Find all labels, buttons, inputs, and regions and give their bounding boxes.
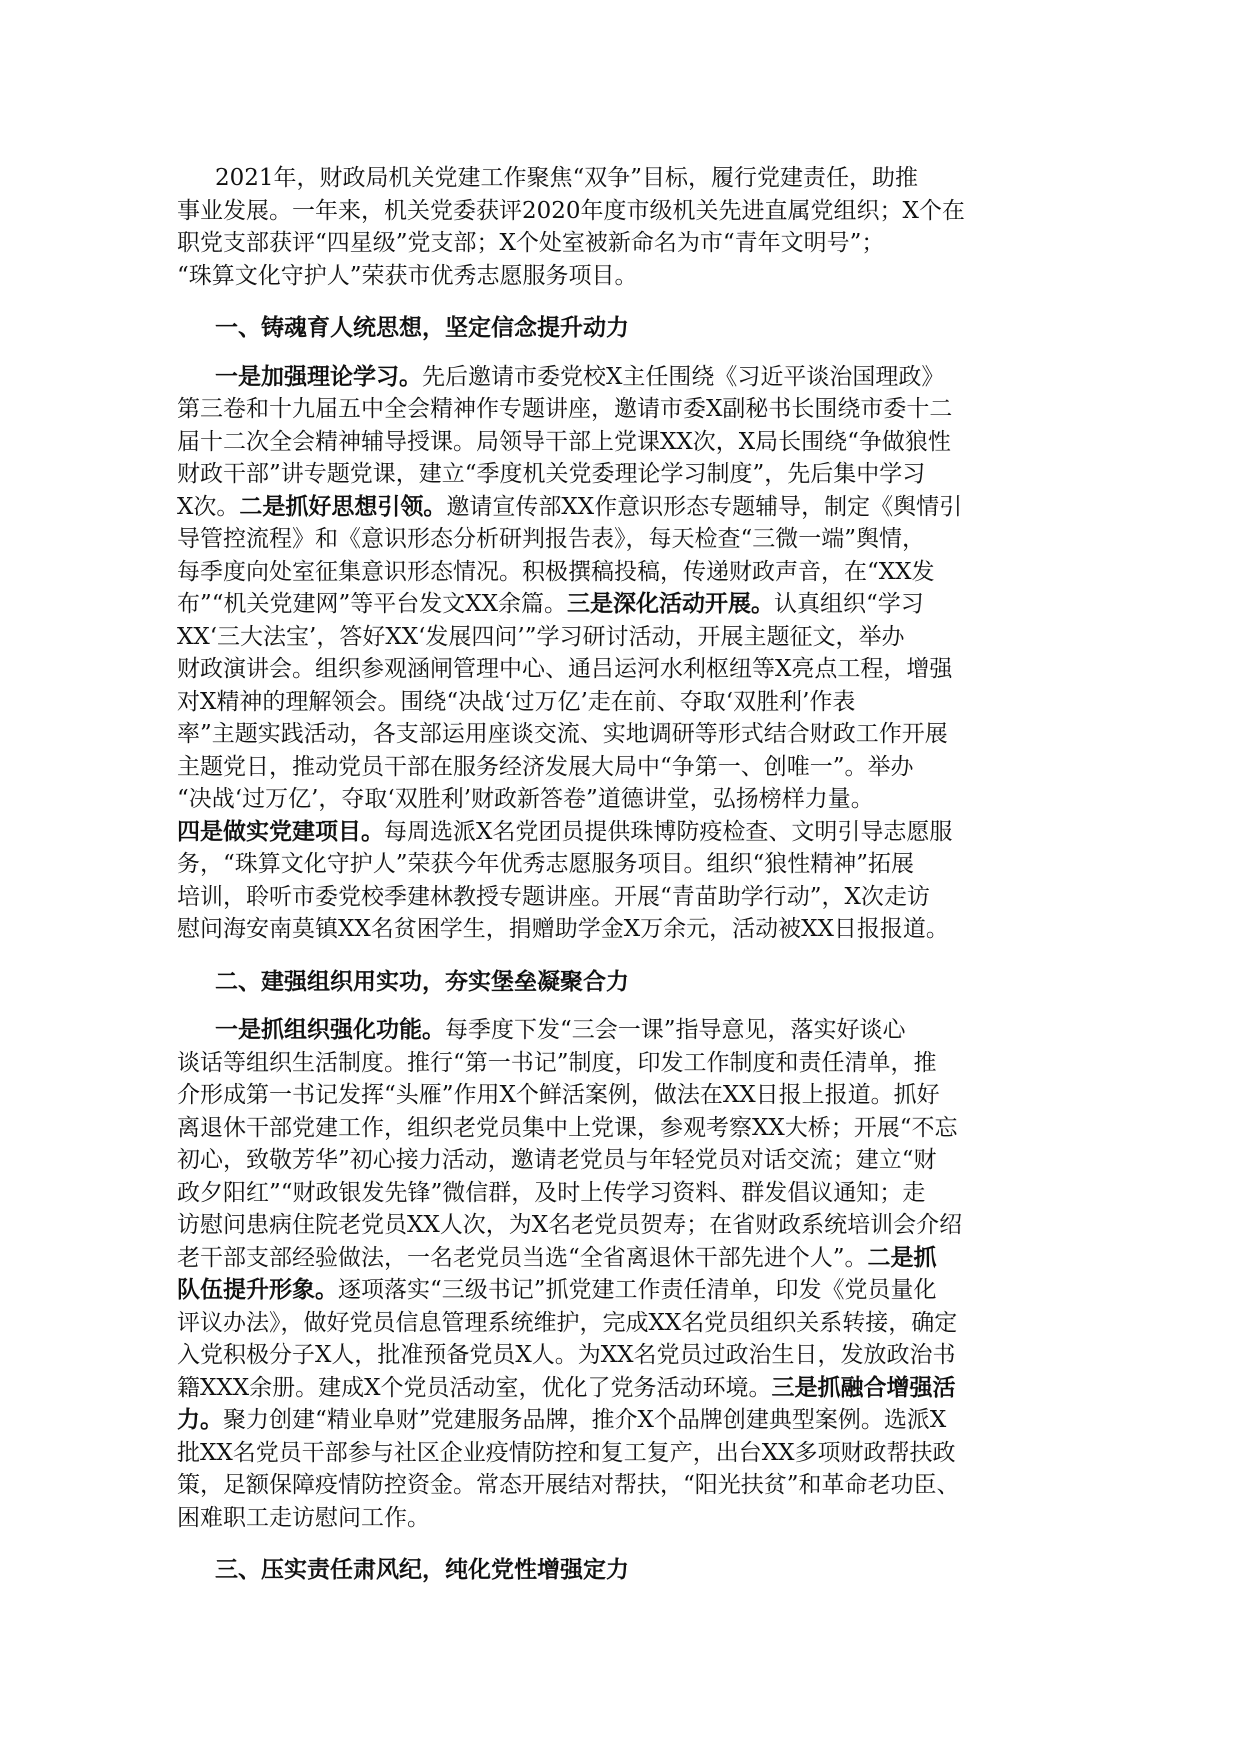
text-run: 初心，致敬芳华”初心接力活动，邀请老党员与年轻党员对话交流；建立“财	[177, 1147, 937, 1173]
text-run: 第三卷和十九届五中全会精神作专题讲座，邀请市委X副秘书长围绕市委十二	[177, 396, 953, 422]
text-line	[177, 653, 1062, 686]
text-run: 财政演讲会。组织参观涵闸管理中心、通吕运河水利枢纽等X亮点工程，增强	[177, 656, 953, 682]
text-line	[177, 751, 1062, 784]
text-line	[177, 848, 1062, 881]
text-line	[177, 1404, 1062, 1437]
bold-lead-phrase: 队伍提升形象。	[177, 1276, 338, 1303]
text-run: 对X精神的理解领会。围绕“决战‘过万亿’走在前、夺取‘双胜利’作表	[177, 688, 856, 715]
text-line	[177, 1209, 1062, 1242]
text-line	[177, 195, 1062, 228]
text-line	[177, 523, 1062, 556]
text-line	[177, 1177, 1062, 1210]
text-line	[177, 1274, 1062, 1307]
text-line	[177, 783, 1062, 816]
section-heading: 二、建强组织用实功，夯实堡垒凝聚合力	[215, 967, 629, 995]
bold-lead-phrase: 四是做实党建项目。	[177, 817, 384, 845]
text-run: 事业发展。一年来，机关党委获评2020年度市级机关先进直属党组织；X个在	[177, 197, 965, 224]
text-run: 介形成第一书记发挥“头雁”作用X个鲜活案例，做法在XX日报上报道。抓好	[177, 1082, 940, 1108]
text-line	[177, 1437, 1062, 1470]
text-run: XX‘三大法宝’，答好XX‘发展四问’”学习研讨活动，开展主题征文，举办	[177, 623, 905, 650]
bold-lead-phrase: 力。	[177, 1406, 223, 1433]
text-line	[177, 1372, 1062, 1405]
section-heading: 三、压实责任肃风纪，纯化党性增强定力	[215, 1556, 629, 1583]
bold-lead-phrase: 三是抓融合增强活	[771, 1373, 956, 1401]
text-run: 邀请宣传部XX作意识形态专题辅导，制定《舆情引	[446, 493, 963, 520]
bold-lead-phrase: 二是抓	[867, 1243, 937, 1271]
text-run: 务，“珠算文化守护人”荣获今年优秀志愿服务项目。组织“狼性精神”拓展	[177, 851, 915, 877]
bold-lead-phrase: 一是抓组织强化功能。	[215, 1016, 445, 1043]
text-run: 认真组织“学习	[774, 591, 924, 617]
text-line	[177, 458, 1062, 491]
text-run: 每季度下发“三会一课”指导意见，落实好谈心	[445, 1017, 906, 1043]
section-heading: 一、铸魂育人统思想，坚定信念提升动力	[215, 314, 629, 341]
text-line	[177, 718, 1062, 751]
text-run: 每周选派X名党团员提供珠博防疫检查、文明引导志愿服	[384, 818, 953, 845]
text-line	[177, 1079, 1062, 1112]
text-run: X次。	[177, 493, 240, 520]
text-line	[177, 913, 1062, 946]
text-line	[177, 1242, 1062, 1275]
text-run: 财政干部”讲专题党课，建立“季度机关党委理论学习制度”，先后集中学习	[177, 461, 926, 487]
text-run: 主题党日，推动党员干部在服务经济发展大局中“争第一、创唯一”。举办	[177, 753, 914, 780]
document-page	[177, 162, 1062, 1603]
paragraph	[177, 1014, 1062, 1534]
text-run: 职党支部获评“四星级”党支部；X个处室被新命名为市“青年文明号”；	[177, 230, 885, 256]
text-run: 布”“机关党建网”等平台发文XX余篇。	[177, 591, 568, 617]
text-line	[177, 260, 1062, 293]
text-run: 聚力创建“精业阜财”党建服务品牌，推介X个品牌创建典型案例。选派X	[223, 1407, 947, 1433]
bold-lead-phrase: 一是加强理论学习。	[215, 362, 422, 390]
text-line	[177, 816, 1062, 849]
paragraph	[177, 361, 1062, 946]
text-run: 籍XXX余册。建成X个党员活动室，优化了党务活动环境。	[177, 1374, 772, 1401]
text-line	[177, 227, 1062, 260]
text-run: “决战‘过万亿’，夺取‘双胜利’财政新答卷”道德讲堂，弘扬榜样力量。	[177, 786, 874, 812]
text-run: 老干部支部经验做法，一名老党员当选“全省离退休干部先进个人”。	[177, 1244, 868, 1271]
paragraph	[177, 162, 1062, 292]
text-line	[177, 1339, 1062, 1372]
text-line	[177, 621, 1062, 654]
text-run: 谈话等组织生活制度。推行“第一书记”制度，印发工作制度和责任清单，推	[177, 1049, 937, 1076]
text-run: 评议办法》，做好党员信息管理系统维护，完成XX名党员组织关系转接，确定	[177, 1309, 958, 1336]
text-run: 率”主题实践活动，各支部运用座谈交流、实地调研等形式结合财政工作开展	[177, 721, 948, 747]
text-line	[177, 491, 1062, 524]
bold-lead-phrase: 二是抓好思想引领。	[239, 492, 447, 520]
bold-lead-phrase: 三是深化活动开展。	[567, 590, 775, 617]
text-line	[177, 162, 1062, 195]
text-line	[177, 1047, 1062, 1080]
text-line	[177, 1307, 1062, 1340]
text-line	[177, 881, 1062, 914]
text-run: 届十二次全会精神辅导授课。局领导干部上党课XX次，X局长围绕“争做狼性	[177, 428, 951, 455]
text-run: 访慰问患病住院老党员XX人次，为X名老党员贺寿；在省财政系统培训会介绍	[177, 1212, 963, 1238]
text-run: 每季度向处室征集意识形态情况。积极撰稿投稿，传递财政声音，在“XX发	[177, 558, 935, 585]
text-line	[177, 556, 1062, 589]
text-line	[177, 1469, 1062, 1502]
text-line	[177, 1144, 1062, 1177]
text-run: 导管控流程》和《意识形态分析研判报告表》，每天检查“三微一端”舆情，	[177, 526, 926, 552]
text-run: 政夕阳红”“财政银发先锋”微信群，及时上传学习资料、群发倡议通知；走	[177, 1179, 926, 1206]
text-line	[177, 686, 1062, 719]
text-run: 培训，聆听市委党校季建林教授专题讲座。开展“青苗助学行动”，X次走访	[177, 883, 930, 910]
text-run: 入党积极分子X人，批准预备党员X人。为XX名党员过政治生日，发放政治书	[177, 1342, 956, 1368]
text-run: 逐项落实“三级书记”抓党建工作责任清单，印发《党员量化	[338, 1277, 937, 1303]
text-run: 批XX名党员干部参与社区企业疫情防控和复工复产，出台XX多项财政帮扶政	[177, 1439, 956, 1466]
text-line	[177, 1014, 1062, 1047]
text-line	[177, 393, 1062, 426]
text-line	[177, 361, 1062, 394]
text-run: 困难职工走访慰问工作。	[177, 1504, 430, 1531]
text-run: 先后邀请市委党校X主任围绕《习近平谈治国理政》	[422, 363, 945, 390]
text-run: “珠算文化守护人”荣获市优秀志愿服务项目。	[177, 262, 638, 289]
text-line	[177, 426, 1062, 459]
text-line	[177, 588, 1062, 621]
text-run: 离退休干部党建工作，组织老党员集中上党课，参观考察XX大桥；开展“不忘	[177, 1114, 958, 1141]
text-run: 2021年，财政局机关党建工作聚焦“双争”目标，履行党建责任，助推	[215, 165, 919, 191]
text-line	[177, 1502, 1062, 1535]
text-run: 策，足额保障疫情防控资金。常态开展结对帮扶，“阳光扶贫”和革命老功臣、	[177, 1472, 960, 1498]
text-run: 慰问海安南莫镇XX名贫困学生，捐赠助学金X万余元，活动被XX日报报道。	[177, 916, 949, 942]
text-line	[177, 1112, 1062, 1145]
